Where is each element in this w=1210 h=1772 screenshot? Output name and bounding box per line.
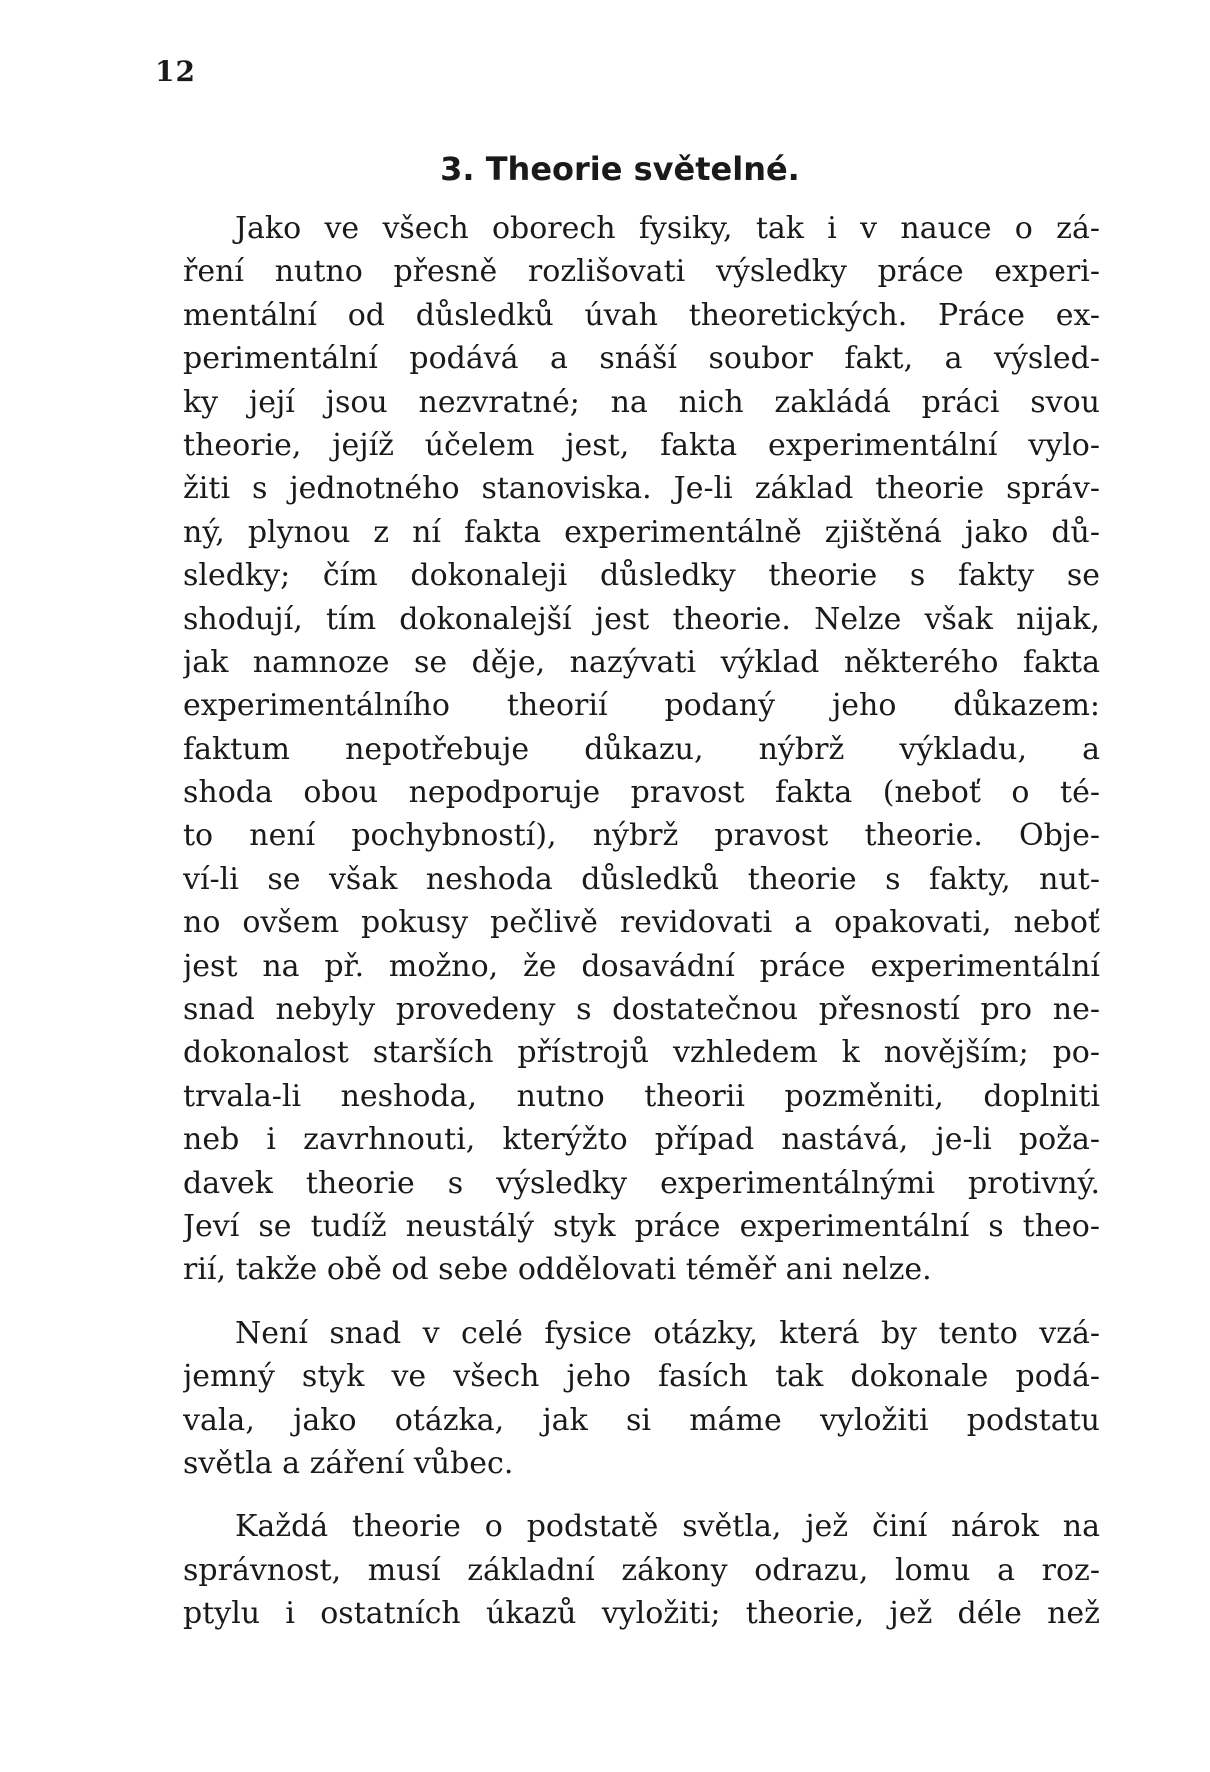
paragraph-1 (183, 207, 1100, 1292)
text-line: rií, takže obě od sebe oddělovati téměř ani nelze. (183, 1252, 932, 1288)
text-line: ky její jsou nezvratné; na nich zakládá práci svou (183, 384, 1100, 420)
text-line: ření nutno přesně rozlišovati výsledky práce experi- (183, 254, 1100, 290)
text-line: faktum nepotřebuje důkazu, nýbrž výkladu, a (183, 731, 1100, 767)
text-line: Jeví se tudíž neustálý styk práce experimentální s theo- (183, 1208, 1100, 1244)
text-line: ptylu i ostatních úkazů vyložiti; theorie, jež déle než (183, 1596, 1100, 1632)
page-number: 12 (155, 55, 196, 88)
text-line: světla a záření vůbec. (183, 1445, 514, 1481)
paragraph-2 (183, 1312, 1100, 1486)
text-line: jest na př. možno, že dosavádní práce experimentální (183, 948, 1100, 984)
text-line: experimentálního theorií podaný jeho důkazem: (183, 688, 1100, 724)
body-text (183, 207, 1100, 1636)
text-line: ný, plynou z ní fakta experimentálně zjištěná jako dů- (183, 514, 1100, 550)
text-line: trvala-li neshoda, nutno theorii pozměniti, doplniti (183, 1078, 1100, 1114)
text-line: správnost, musí základní zákony odrazu, lomu a roz- (183, 1552, 1100, 1588)
text-line: Není snad v celé fysice otázky, která by tento vzá- (235, 1315, 1100, 1351)
text-line: Každá theorie o podstatě světla, jež činí nárok na (235, 1509, 1100, 1545)
text-line: no ovšem pokusy pečlivě revidovati a opakovati, neboť (183, 905, 1100, 941)
text-line: jak namnoze se děje, nazývati výklad některého fakta (183, 644, 1100, 680)
text-line: shoda obou nepodporuje pravost fakta (neboť o té- (183, 775, 1100, 811)
chapter-heading: 3. Theorie světelné. (440, 150, 800, 188)
text-line: ví-li se však neshoda důsledků theorie s fakty, nut- (183, 861, 1100, 897)
text-line: theorie, jejíž účelem jest, fakta experimentální vylo- (183, 427, 1100, 463)
paragraph-gap (183, 1485, 1100, 1505)
text-line: snad nebyly provedeny s dostatečnou přesností pro ne- (183, 992, 1100, 1028)
paragraph-gap (183, 1292, 1100, 1312)
text-line: Jako ve všech oborech fysiky, tak i v nauce o zá- (235, 211, 1100, 246)
text-line: jemný styk ve všech jeho fasích tak dokonale podá- (183, 1359, 1100, 1395)
text-line: dokonalost starších přístrojů vzhledem k novějším; po- (183, 1035, 1100, 1071)
paragraph-3 (183, 1505, 1100, 1635)
text-line: neb i zavrhnouti, kterýžto případ nastává, je-li poža- (183, 1122, 1100, 1158)
text-line: shodují, tím dokonalejší jest theorie. Nelze však nijak, (183, 601, 1100, 637)
text-line: sledky; čím dokonaleji důsledky theorie s fakty se (183, 558, 1100, 594)
text-line: davek theorie s výsledky experimentálnými protivný. (183, 1165, 1100, 1201)
text-line: vala, jako otázka, jak si máme vyložiti podstatu (183, 1402, 1100, 1438)
text-line: perimentální podává a snáší soubor fakt, a výsled- (183, 341, 1100, 377)
text-line: žiti s jednotného stanoviska. Je-li základ theorie správ- (183, 471, 1100, 507)
text-line: to není pochybností), nýbrž pravost theorie. Obje- (183, 818, 1100, 854)
text-line: mentální od důsledků úvah theoretických. Práce ex- (183, 297, 1100, 333)
